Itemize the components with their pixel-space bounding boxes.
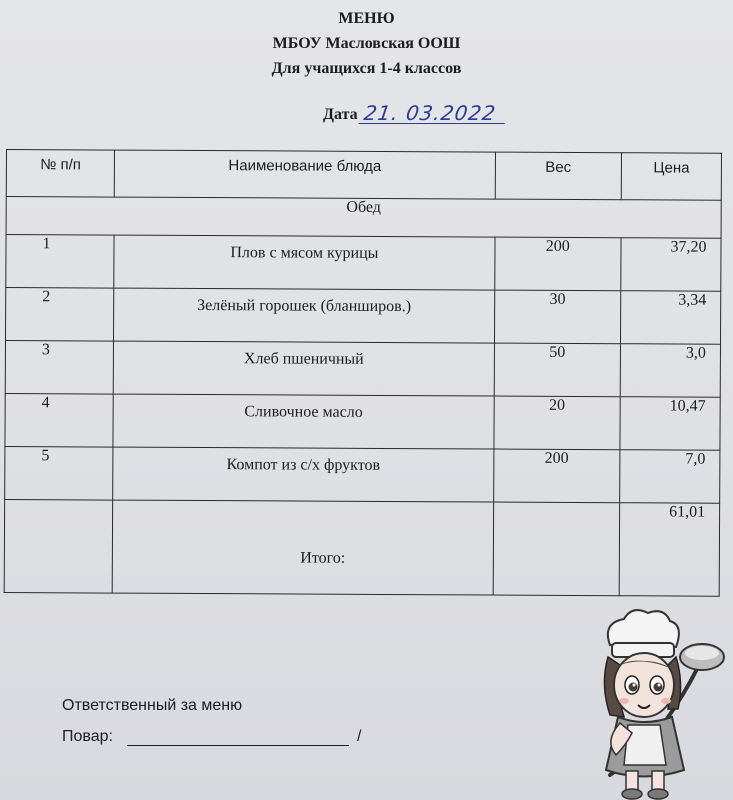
table-header-row (6, 150, 721, 201)
school-name: МБОУ Масловская ООШ (272, 35, 461, 52)
signature-line (127, 731, 349, 746)
row-price: 37,20 (621, 238, 721, 292)
row-num: 4 (5, 393, 114, 447)
total-weight-cell (493, 502, 620, 596)
table-row (5, 341, 720, 398)
row-dish: Зелёный горошек (бланширов.) (114, 288, 494, 343)
total-label: Итого: (300, 549, 346, 567)
chef-girl-icon (580, 605, 730, 800)
row-num: 5 (5, 446, 114, 500)
row-price: 3,34 (621, 291, 721, 345)
col-header-weight: Вес (495, 152, 622, 200)
col-header-name: Наименование блюда (115, 150, 495, 199)
date-row (323, 103, 506, 124)
row-weight: 200 (493, 449, 620, 503)
row-weight: 50 (494, 343, 621, 397)
col-header-num: № п/п (6, 150, 115, 198)
cook-label: Повар: (62, 728, 113, 745)
table-row (5, 446, 720, 503)
total-empty-cell (4, 499, 113, 593)
row-price: 3,0 (620, 344, 720, 398)
table-row (6, 235, 721, 292)
row-weight: 30 (494, 290, 621, 344)
total-label-cell (113, 500, 494, 595)
menu-title: МЕНЮ (338, 10, 395, 27)
section-title: Обед (6, 197, 721, 239)
row-dish: Хлеб пшеничный (114, 341, 494, 396)
row-price: 10,47 (620, 397, 720, 451)
cook-line (62, 728, 361, 746)
signature-slash: / (356, 728, 362, 745)
table-row (5, 288, 720, 345)
menu-table (4, 149, 722, 597)
row-dish: Компот из с/х фруктов (113, 447, 493, 502)
row-weight: 20 (493, 396, 620, 450)
col-header-price: Цена (621, 153, 721, 201)
audience-line: Для учащихся 1-4 классов (271, 60, 462, 77)
total-price: 61,01 (619, 503, 719, 597)
total-row (4, 499, 719, 596)
row-num: 2 (5, 288, 114, 342)
row-dish: Сливочное масло (113, 394, 493, 449)
responsible-line: Ответственный за меню (62, 697, 243, 714)
date-label: Дата (323, 106, 358, 123)
date-handwritten: 21. 03.2022 (358, 103, 507, 124)
row-num: 1 (6, 235, 115, 289)
row-weight: 200 (494, 237, 621, 291)
section-row (6, 197, 721, 239)
row-num: 3 (5, 341, 114, 395)
row-dish: Плов с мясом курицы (114, 235, 494, 290)
row-price: 7,0 (620, 450, 720, 504)
table-row (5, 393, 720, 450)
